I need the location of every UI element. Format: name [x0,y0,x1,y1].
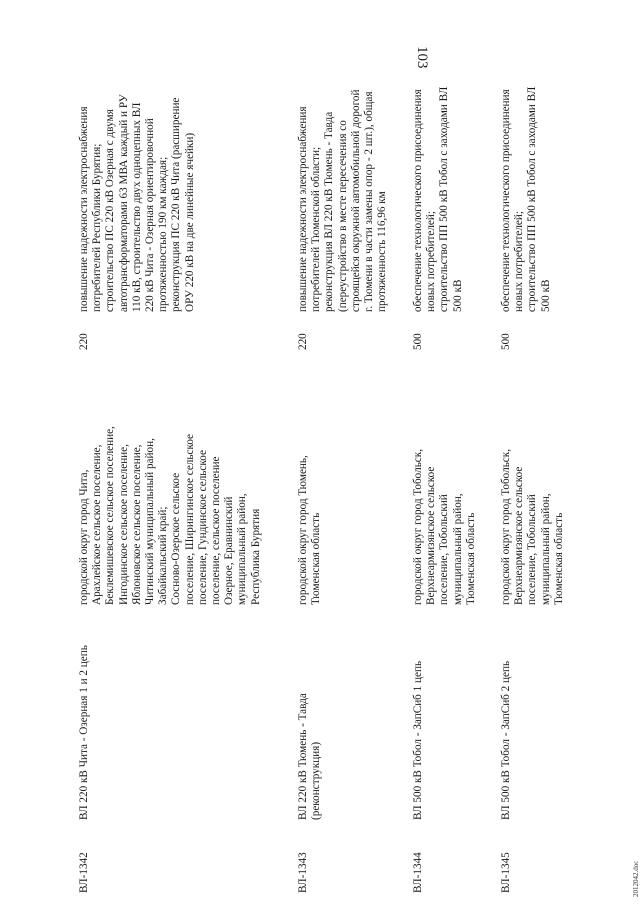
row-voltage: 220 [78,333,90,350]
row-code: ВЛ-1343 [297,852,309,893]
row-location: городской округ город Чита, Арахлейское сельское поселение, Беклемишевское сельское поселение, Ингодинское сельское поселение, Яблоновское сельское поселение, Читинский муниципальный район, Забайкальский край; Сосново-Озерское сельское поселение, Ширингинское сельское поселение, Гундинское сельское поселение, сельское поселение Озерное, Еравнинский муниципальный район, Республика Бурятия [78,426,262,605]
row-voltage: 500 [412,333,424,350]
row-purpose: повышение надежности электроснабжения потребителей Республики Бурятия; строительство ПС 220 кВ Озерная с двумя автотрансформаторами 63 МВА каждый и РУ 110 кВ, строительство двух одноцепных ВЛ 220 кВ Чита - Озерная ориентировочной протяженностью 190 км каждая; реконструкция ПС 220 кВ Чита (расширение ОРУ 220 кВ на две линейные ячейки) [78,94,196,312]
row-purpose: повышение надежности электроснабжения потребителей Тюменской области; реконструкция ВЛ 220 кВ Тюмень - Тавда (переустройство в месте пересечения со строящейся окружной автомобильной дорогой г. Тюмени в части замены опор - 2 шт.), общая протяженность 116,96 км [297,89,389,312]
row-location: городской округ город Тюмень, Тюменская область [297,455,323,605]
row-purpose: обеспечение технологического присоединения новых потребителей; строительство ПП 500 кВ Тобол с заходами ВЛ 500 кВ [500,86,552,312]
row-purpose: обеспечение технологического присоединения новых потребителей; строительство ПП 500 кВ Тобол с заходами ВЛ 500 кВ [412,86,464,312]
row-line-name: ВЛ 500 кВ Тобол - ЗапСиб 1 цепь [412,660,424,820]
row-code: ВЛ-1342 [78,852,90,893]
row-line-name: ВЛ 500 кВ Тобол - ЗапСиб 2 цепь [500,660,512,820]
row-line-name: ВЛ 220 кВ Тюмень - Тавда (реконструкция) [297,693,323,820]
file-name-footer: 2012042.doc [632,860,640,897]
row-code: ВЛ-1345 [500,852,512,893]
row-line-name: ВЛ 220 кВ Чита - Озерная 1 и 2 цепь [78,645,90,820]
page-number: 103 [414,46,430,69]
row-location: городской округ город Тобольск, Верхнеармизянское сельское поселение, Тобольский муниципальный район, Тюменская область [500,449,565,605]
row-voltage: 500 [500,333,512,350]
row-location: городской округ город Тобольск, Верхнеармизянское сельское поселение, Тобольский муниципальный район, Тюменская область [412,449,477,605]
row-voltage: 220 [297,333,309,350]
row-code: ВЛ-1344 [412,852,424,893]
